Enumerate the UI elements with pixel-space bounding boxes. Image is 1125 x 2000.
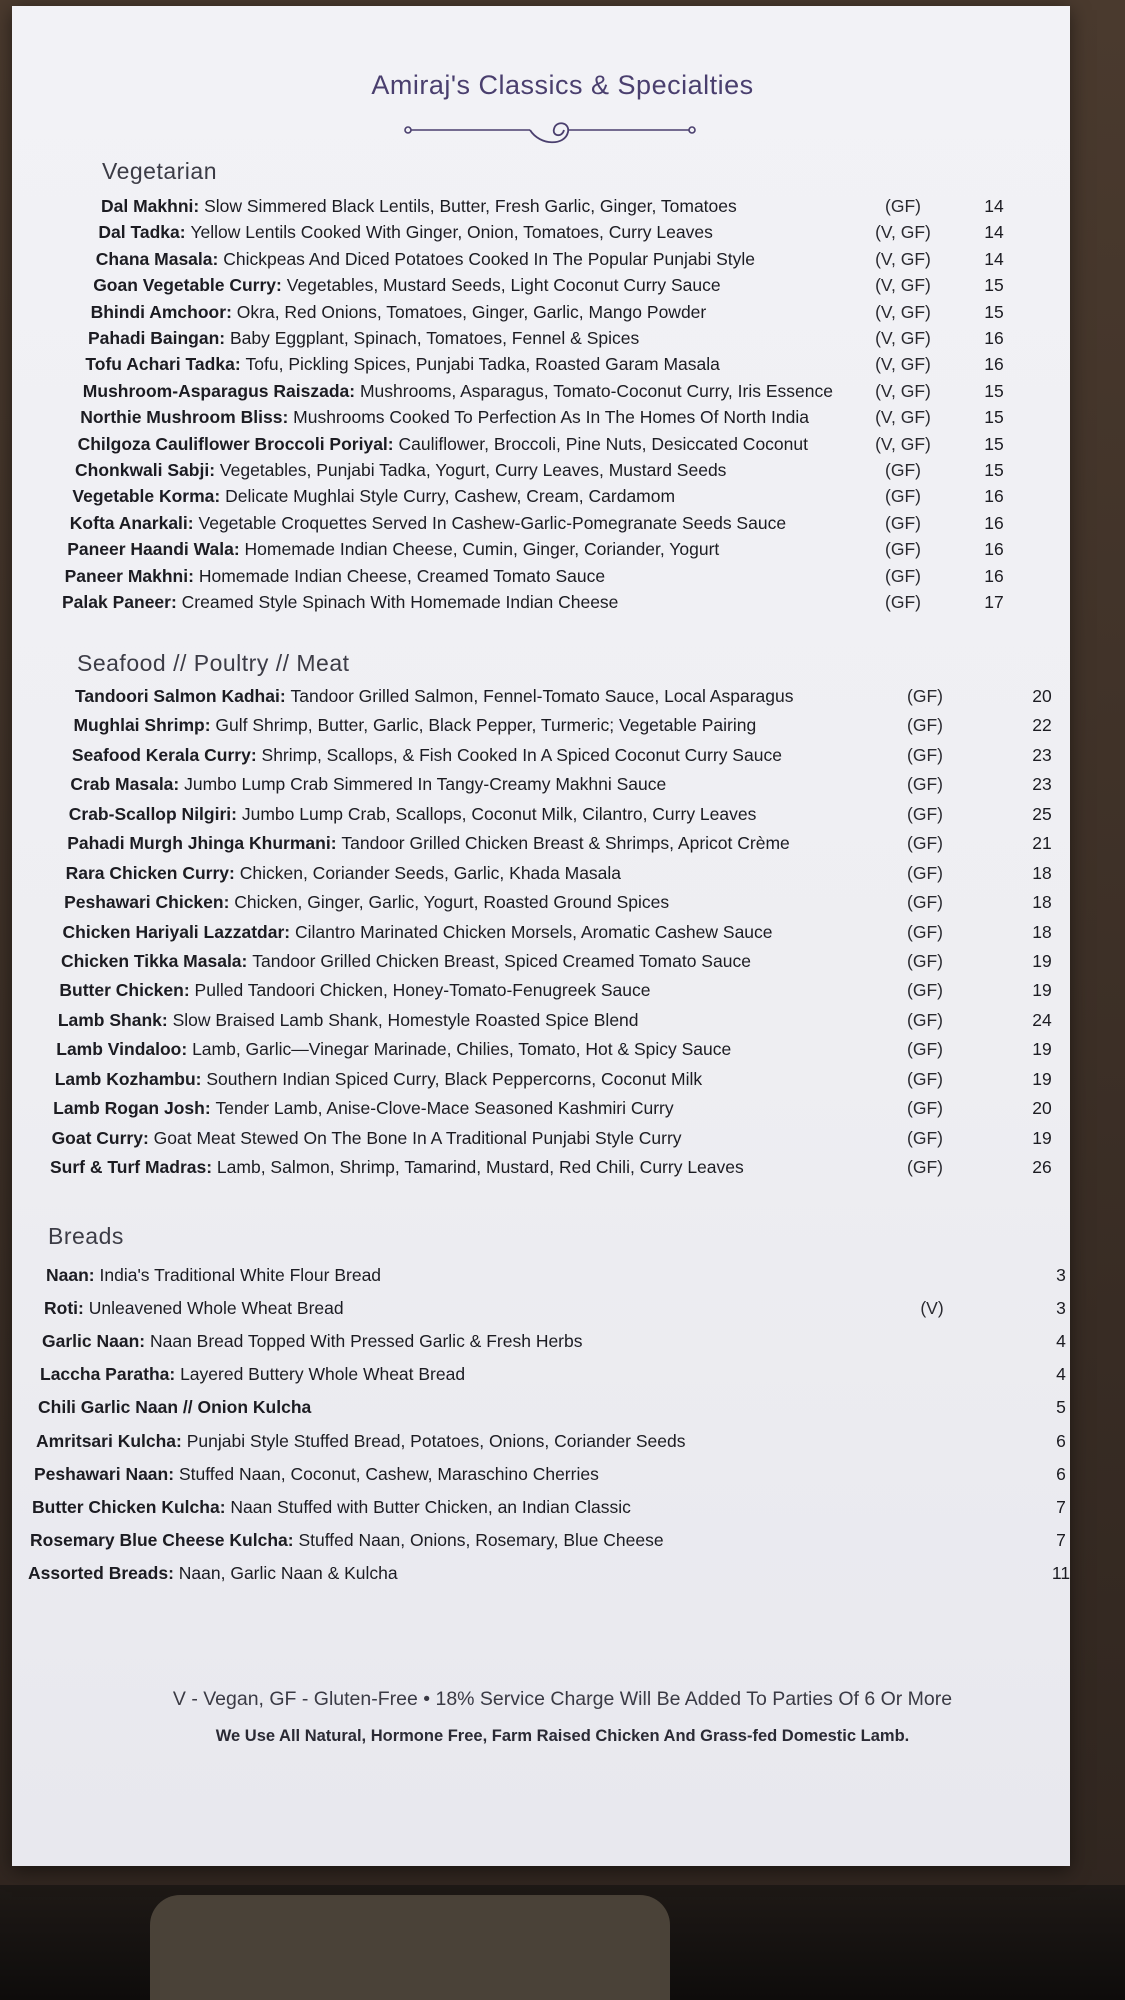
menu-item-row — [80, 407, 1024, 428]
name-separator: : — [206, 1157, 217, 1177]
section-heading-seafood: Seafood // Poultry // Meat — [77, 650, 350, 676]
menu-item-description: Lamb, Salmon, Shrimp, Tamarind, Mustard, Red Chili, Curry Leaves — [216, 1157, 744, 1177]
menu-item-price: 21 — [1032, 833, 1052, 854]
menu-item-description: Tandoor Grilled Salmon, Fennel-Tomato Sauce, Local Asparagus — [290, 686, 794, 706]
menu-item-row — [62, 592, 1024, 613]
menu-item-row — [56, 1039, 1072, 1060]
menu-item-price: 3 — [1056, 1265, 1066, 1285]
menu-item-row — [66, 863, 1072, 884]
menu-item-name: Chilgoza Cauliflower Broccoli Poriyal — [77, 433, 388, 454]
menu-item-price: 15 — [984, 407, 1004, 428]
menu-item-price: 23 — [1032, 774, 1052, 795]
dietary-tag: (GF) — [907, 744, 943, 765]
menu-item-text — [56, 1039, 880, 1060]
menu-item-price: 15 — [984, 433, 1004, 454]
name-separator: : — [214, 486, 226, 507]
bag-background — [150, 1895, 670, 2000]
menu-item-row — [53, 1098, 1072, 1119]
menu-item-row — [40, 1364, 1091, 1385]
menu-item-description: Lamb, Garlic—Vinegar Marinade, Chilies, Tomato, Hot & Spicy Sauce — [192, 1039, 732, 1060]
menu-item-text — [83, 381, 858, 402]
dietary-tag: (V, GF) — [875, 248, 931, 269]
menu-item-description: Mushrooms, Asparagus, Tomato-Coconut Curry, Iris Essence — [359, 380, 833, 401]
menu-item-name: Lamb Shank — [57, 1009, 162, 1030]
menu-item-price: 5 — [1056, 1397, 1066, 1418]
name-separator: : — [170, 592, 182, 612]
menu-item-text — [72, 486, 858, 507]
menu-item-text — [58, 1010, 880, 1031]
menu-item-description: Cilantro Marinated Chicken Morsels, Aromatic Cashew Sauce — [294, 921, 773, 942]
menu-item-name: Lamb Rogan Josh — [53, 1098, 205, 1119]
menu-item-name: Crab-Scallop Nilgiri — [68, 803, 232, 824]
menu-item-description: Punjabi Style Stuffed Bread, Potatoes, Onions, Coriander Seeds — [186, 1430, 686, 1451]
menu-item-row — [70, 774, 1072, 795]
menu-item-name: Crab Masala — [70, 774, 174, 795]
menu-item-text — [67, 539, 858, 560]
menu-item-name: Butter Chicken Kulcha — [32, 1496, 220, 1517]
menu-item-description: Cauliflower, Broccoli, Pine Nuts, Desiccated Coconut — [398, 433, 808, 454]
dietary-tag: (GF) — [907, 1068, 943, 1089]
menu-item-text — [28, 1563, 887, 1584]
menu-item-text — [65, 566, 858, 587]
menu-item-text — [53, 1098, 880, 1119]
name-separator: : — [139, 1331, 150, 1352]
dietary-tag: (GF) — [907, 950, 943, 971]
menu-item-text — [70, 513, 858, 534]
menu-item-name: Surf & Turf Madras — [50, 1157, 207, 1177]
name-separator: : — [282, 407, 294, 428]
menu-item-name: Palak Paneer — [62, 592, 171, 612]
menu-item-description: Stuffed Naan, Onions, Rosemary, Blue Cheese — [298, 1529, 664, 1550]
menu-item-price: 7 — [1056, 1529, 1066, 1550]
menu-item-name: Seafood Kerala Curry — [71, 744, 251, 765]
menu-item-row — [36, 1431, 1091, 1452]
name-separator: : — [219, 328, 230, 348]
menu-item-row — [69, 804, 1072, 825]
menu-item-name: Rara Chicken Curry — [65, 862, 230, 883]
menu-item-row — [72, 745, 1072, 766]
menu-item-description: Stuffed Naan, Coconut, Cashew, Maraschino Cherries — [178, 1463, 599, 1484]
menu-item-description: Unleavened Whole Wheat Bread — [88, 1298, 344, 1319]
menu-item-text — [93, 275, 858, 296]
menu-item-price: 17 — [984, 592, 1004, 612]
dietary-tag: (GF) — [885, 486, 921, 507]
dietary-tag: (GF) — [885, 539, 921, 560]
name-separator: : — [169, 1364, 181, 1385]
name-separator: : — [219, 1496, 231, 1517]
menu-item-price: 22 — [1032, 715, 1052, 736]
menu-item-description: Creamed Style Spinach With Homemade Indian Cheese — [181, 592, 619, 612]
menu-item-row — [96, 249, 1024, 270]
menu-item-row — [70, 513, 1024, 534]
menu-item-description: Vegetable Croquettes Served In Cashew-Garlic-Pomegranate Seeds Sauce — [198, 512, 787, 533]
menu-item-price: 18 — [1032, 892, 1052, 913]
dietary-tag: (GF) — [907, 921, 943, 942]
menu-item-description: Vegetables, Punjabi Tadka, Yogurt, Curry Leaves, Mustard Seeds — [219, 460, 727, 480]
dietary-tag: (V, GF) — [875, 222, 931, 243]
menu-item-text — [66, 863, 880, 884]
menu-item-row — [98, 222, 1024, 243]
menu-item-text — [80, 407, 858, 428]
menu-item-text — [85, 354, 858, 375]
menu-item-description: Tender Lamb, Anise-Clove-Mace Seasoned Kashmiri Curry — [215, 1098, 674, 1119]
menu-item-name: Dal Tadka — [98, 222, 180, 243]
name-separator: : — [241, 950, 253, 971]
menu-item-price: 19 — [1032, 1068, 1052, 1089]
menu-item-price: 7 — [1056, 1496, 1066, 1517]
name-separator: : — [173, 774, 185, 795]
menu-item-price: 4 — [1056, 1331, 1066, 1352]
menu-item-price: 4 — [1056, 1364, 1066, 1385]
menu-item-price: 16 — [984, 328, 1004, 348]
menu-item-description: Shrimp, Scallops, & Fish Cooked In A Spiced Coconut Curry Sauce — [261, 744, 782, 765]
dietary-tag: (V, GF) — [875, 433, 931, 454]
menu-item-name: Chicken Hariyali Lazzatdar — [62, 921, 285, 942]
menu-item-name: Chana Masala — [95, 248, 213, 269]
menu-item-row — [85, 354, 1024, 375]
name-separator: : — [179, 222, 191, 243]
menu-item-description: Tandoor Grilled Chicken Breast & Shrimps, Apricot Crème — [341, 833, 790, 854]
menu-item-text — [64, 892, 880, 913]
menu-item-name: Garlic Naan — [42, 1331, 140, 1352]
menu-item-row — [88, 328, 1024, 349]
name-separator: : — [168, 1563, 179, 1583]
name-separator: : — [209, 460, 220, 480]
dietary-tag: (GF) — [907, 892, 943, 913]
menu-item-description: Vegetables, Mustard Seeds, Light Coconut Curry Sauce — [286, 275, 721, 296]
menu-item-name: Paneer Makhni — [64, 565, 189, 586]
menu-item-row — [44, 1298, 1091, 1319]
menu-item-text — [62, 592, 858, 613]
menu-item-name: Northie Mushroom Bliss — [80, 407, 283, 428]
menu-item-row — [67, 833, 1072, 854]
menu-item-text — [30, 1530, 887, 1551]
name-separator: : — [193, 196, 205, 216]
menu-item-name: Assorted Breads — [28, 1563, 169, 1583]
menu-item-price: 16 — [984, 565, 1004, 586]
menu-item-row — [101, 196, 1024, 217]
menu-item-price: 19 — [1032, 1039, 1052, 1060]
name-separator: : — [234, 354, 246, 375]
menu-item-name: Vegetable Korma — [72, 486, 215, 507]
sourcing-note: We Use All Natural, Hormone Free, Farm Raised Chicken And Grass-fed Domestic Lamb. — [215, 1727, 910, 1745]
menu-item-description: Jumbo Lump Crab Simmered In Tangy-Creamy Makhni Sauce — [184, 774, 667, 795]
title-ornament-divider — [400, 116, 700, 152]
menu-item-description: Naan Stuffed with Butter Chicken, an Indian Classic — [230, 1496, 631, 1517]
menu-item-row — [59, 980, 1072, 1001]
menu-item-text — [55, 1069, 880, 1090]
menu-title: Amiraj's Classics & Specialties — [371, 70, 754, 100]
dietary-tag: (GF) — [907, 803, 943, 824]
menu-item-name: Rosemary Blue Cheese Kulcha — [30, 1529, 288, 1550]
name-separator: : — [168, 1463, 179, 1484]
menu-item-row — [58, 1010, 1072, 1031]
menu-item-description: India's Traditional White Flour Bread — [99, 1265, 382, 1285]
menu-item-row — [38, 1397, 1091, 1418]
menu-item-description: Okra, Red Onions, Tomatoes, Ginger, Garlic, Mango Powder — [236, 301, 707, 322]
menu-item-name: Pahadi Baingan — [88, 328, 220, 348]
name-separator: : — [78, 1298, 89, 1319]
dietary-tag: (GF) — [885, 460, 921, 480]
menu-item-description: Goat Meat Stewed On The Bone In A Traditional Punjabi Style Curry — [153, 1127, 682, 1148]
menu-item-description: Pulled Tandoori Chicken, Honey-Tomato-Fenugreek Sauce — [194, 980, 651, 1001]
menu-item-price: 26 — [1032, 1157, 1052, 1177]
menu-item-description: Chicken, Ginger, Garlic, Yogurt, Roasted Ground Spices — [234, 892, 670, 913]
menu-item-text — [61, 951, 880, 972]
menu-item-row — [30, 1530, 1091, 1551]
dietary-tag: (GF) — [907, 715, 943, 736]
menu-item-price: 14 — [984, 248, 1004, 269]
dietary-tag: (GF) — [907, 862, 943, 883]
menu-item-price: 23 — [1032, 744, 1052, 765]
dietary-tag: (V, GF) — [875, 328, 931, 348]
menu-item-text — [36, 1431, 887, 1452]
menu-item-text — [73, 715, 880, 736]
menu-item-row — [55, 1069, 1072, 1090]
name-separator: : — [276, 275, 287, 296]
menu-item-name: Kofta Anarkali — [69, 512, 188, 533]
dietary-tag: (GF) — [885, 565, 921, 586]
dietary-tag: (V, GF) — [875, 380, 931, 401]
name-separator: : — [231, 803, 242, 824]
menu-item-text — [69, 804, 880, 825]
menu-item-price: 25 — [1032, 803, 1052, 824]
menu-item-row — [73, 715, 1072, 736]
name-separator: : — [204, 715, 216, 736]
name-separator: : — [204, 1098, 216, 1119]
menu-item-price: 15 — [984, 460, 1004, 480]
dietary-tag: (GF) — [907, 1009, 943, 1030]
dietary-tag: (GF) — [885, 196, 921, 216]
menu-item-row — [91, 302, 1024, 323]
menu-item-name: Lamb Vindaloo — [56, 1039, 182, 1060]
section-heading-vegetarian: Vegetarian — [102, 158, 217, 184]
menu-item-name: Goat Curry — [51, 1127, 143, 1148]
name-separator: : — [284, 921, 295, 942]
name-separator: : — [161, 1009, 173, 1030]
menu-item-name: Mushroom-Asparagus Raiszada — [82, 380, 350, 401]
menu-item-row — [93, 275, 1024, 296]
menu-item-row — [28, 1563, 1091, 1584]
menu-item-description: Jumbo Lump Crab, Scallops, Coconut Milk, Cilantro, Curry Leaves — [241, 803, 757, 824]
menu-item-description: Tofu, Pickling Spices, Punjabi Tadka, Roasted Garam Masala — [245, 354, 720, 375]
menu-item-row — [65, 566, 1024, 587]
menu-item-text — [101, 196, 858, 217]
menu-item-row — [42, 1331, 1091, 1352]
menu-item-price: 19 — [1032, 980, 1052, 1001]
menu-item-name: Tofu Achari Tadka — [85, 354, 235, 375]
menu-item-description: Naan, Garlic Naan & Kulcha — [178, 1563, 398, 1583]
menu-item-name: Roti — [44, 1298, 79, 1319]
dietary-tag: (GF) — [907, 1098, 943, 1119]
menu-item-text — [40, 1364, 887, 1385]
menu-item-text — [67, 833, 880, 854]
menu-item-price: 20 — [1032, 1098, 1052, 1119]
menu-item-price: 19 — [1032, 950, 1052, 971]
menu-item-price: 18 — [1032, 921, 1052, 942]
menu-item-price: 15 — [984, 301, 1004, 322]
dietary-tag: (V, GF) — [875, 301, 931, 322]
menu-item-text — [50, 1157, 880, 1178]
menu-item-description: Homemade Indian Cheese, Creamed Tomato Sauce — [198, 565, 606, 586]
menu-item-name: Laccha Paratha — [40, 1364, 170, 1385]
menu-item-description: Chicken, Coriander Seeds, Garlic, Khada Masala — [239, 862, 622, 883]
menu-item-name: Butter Chicken — [59, 980, 184, 1001]
menu-item-row — [72, 486, 1024, 507]
menu-item-price: 14 — [984, 222, 1004, 243]
menu-item-description: Slow Braised Lamb Shank, Homestyle Roasted Spice Blend — [172, 1009, 639, 1030]
menu-item-description: Naan Bread Topped With Pressed Garlic & Fresh Herbs — [149, 1331, 583, 1352]
menu-item-name: Paneer Haandi Wala — [67, 539, 234, 560]
menu-item-text — [63, 922, 881, 943]
name-separator: : — [88, 1265, 100, 1285]
menu-item-row — [61, 951, 1072, 972]
menu-item-description: Layered Buttery Whole Wheat Bread — [180, 1364, 466, 1385]
menu-item-text — [75, 686, 880, 707]
name-separator: : — [330, 833, 342, 854]
menu-item-price: 16 — [984, 512, 1004, 533]
section-heading-breads: Breads — [48, 1223, 124, 1249]
name-separator: : — [387, 433, 399, 454]
menu-item-price: 6 — [1056, 1463, 1066, 1484]
menu-item-description: Homemade Indian Cheese, Cumin, Ginger, Coriander, Yogurt — [244, 539, 720, 560]
menu-item-row — [52, 1128, 1072, 1149]
menu-item-name: Peshawari Chicken — [64, 892, 224, 913]
menu-item-name: Bhindi Amchoor — [90, 301, 227, 322]
menu-item-row — [34, 1464, 1091, 1485]
menu-item-description: Baby Eggplant, Spinach, Tomatoes, Fennel & Spices — [229, 328, 640, 348]
menu-item-text — [70, 774, 880, 795]
menu-item-name: Dal Makhni — [101, 196, 194, 216]
dietary-tag: (V) — [920, 1298, 944, 1319]
menu-item-description: Mushrooms Cooked To Perfection As In The Homes Of North India — [293, 407, 809, 428]
menu-item-name: Chicken Tikka Masala — [60, 950, 242, 971]
name-separator: : — [279, 686, 291, 706]
menu-item-price: 20 — [1032, 686, 1052, 706]
menu-item-price: 11 — [1051, 1563, 1071, 1583]
menu-item-row — [64, 892, 1072, 913]
name-separator: : — [183, 980, 195, 1001]
dietary-tag: (GF) — [885, 512, 921, 533]
menu-item-row — [83, 381, 1024, 402]
dietary-tag: (GF) — [907, 686, 943, 706]
menu-item-name: Amritsari Kulcha — [36, 1430, 177, 1451]
name-separator: : — [142, 1127, 154, 1148]
menu-item-description: Gulf Shrimp, Butter, Garlic, Black Pepper, Turmeric; Vegetable Pairing — [215, 715, 757, 736]
name-separator: : — [212, 248, 224, 269]
menu-item-name: Tandoori Salmon Kadhai — [75, 686, 280, 706]
menu-item-row — [75, 460, 1024, 481]
menu-item-name: Mughlai Shrimp — [73, 715, 205, 736]
menu-item-description: Chickpeas And Diced Potatoes Cooked In The Popular Punjabi Style — [223, 248, 756, 269]
name-separator: : — [233, 539, 245, 560]
name-separator: : — [229, 862, 240, 883]
menu-item-row — [46, 1265, 1091, 1286]
menu-item-row — [75, 686, 1072, 707]
name-separator: : — [250, 744, 262, 765]
menu-item-price: 15 — [984, 275, 1004, 296]
dietary-tag: (GF) — [907, 1127, 943, 1148]
menu-item-name: Lamb Kozhambu — [54, 1068, 196, 1089]
dietary-tag: (GF) — [885, 592, 921, 612]
menu-item-description: Slow Simmered Black Lentils, Butter, Fresh Garlic, Ginger, Tomatoes — [204, 196, 737, 216]
menu-item-text — [42, 1331, 887, 1352]
name-separator: : — [195, 1068, 207, 1089]
menu-item-description: Tandoor Grilled Chicken Breast, Spiced Creamed Tomato Sauce — [252, 950, 751, 971]
name-separator: : — [349, 380, 360, 401]
menu-item-text — [44, 1298, 887, 1319]
dietary-tag: (GF) — [907, 1039, 943, 1060]
dietary-tag: (GF) — [907, 980, 943, 1001]
menu-item-row — [67, 539, 1024, 560]
name-separator: : — [188, 565, 199, 586]
menu-item-price: 15 — [984, 380, 1004, 401]
menu-item-text — [38, 1397, 887, 1418]
menu-item-text — [52, 1128, 880, 1149]
menu-item-price: 16 — [984, 539, 1004, 560]
menu-item-price: 6 — [1056, 1430, 1066, 1451]
name-separator: : — [181, 1039, 193, 1060]
menu-item-name: Pahadi Murgh Jhinga Khurmani — [67, 833, 331, 854]
menu-item-description: Yellow Lentils Cooked With Ginger, Onion, Tomatoes, Curry Leaves — [190, 222, 713, 243]
menu-item-text — [78, 434, 858, 455]
menu-item-text — [91, 302, 858, 323]
menu-item-row — [32, 1497, 1091, 1518]
menu-item-price: 16 — [984, 354, 1004, 375]
menu-item-row — [78, 434, 1024, 455]
menu-item-name: Goan Vegetable Curry — [93, 275, 277, 296]
dietary-tag: (V, GF) — [875, 354, 931, 375]
menu-item-name: Naan — [46, 1265, 89, 1285]
name-separator: : — [287, 1529, 299, 1550]
dietary-tag: (GF) — [907, 774, 943, 795]
dietary-tag: (V, GF) — [875, 275, 931, 296]
menu-item-description: Delicate Mughlai Style Curry, Cashew, Cream, Cardamom — [225, 486, 676, 507]
menu-item-text — [34, 1464, 887, 1485]
menu-item-description: Southern Indian Spiced Curry, Black Peppercorns, Coconut Milk — [206, 1068, 703, 1089]
dietary-legend: V - Vegan, GF - Gluten-Free • 18% Service Charge Will Be Added To Parties Of 6 Or More — [172, 1688, 953, 1710]
dietary-tag: (GF) — [907, 1157, 943, 1177]
menu-item-text — [96, 249, 858, 270]
menu-item-price: 16 — [984, 486, 1004, 507]
name-separator: : — [187, 512, 199, 533]
menu-item-text — [59, 980, 880, 1001]
name-separator: : — [226, 301, 237, 322]
menu-item-row — [63, 922, 1073, 943]
dietary-tag: (V, GF) — [875, 407, 931, 428]
menu-item-text — [32, 1497, 887, 1518]
menu-item-price: 14 — [984, 196, 1004, 216]
menu-item-text — [72, 745, 880, 766]
menu-item-name: Chonkwali Sabji — [75, 460, 210, 480]
menu-item-text — [46, 1265, 887, 1286]
menu-item-name: Chili Garlic Naan // Onion Kulcha — [38, 1397, 312, 1418]
dietary-tag: (GF) — [907, 833, 943, 854]
menu-item-text — [98, 222, 858, 243]
menu-item-price: 3 — [1056, 1298, 1066, 1319]
name-separator: : — [223, 892, 235, 913]
menu-item-text — [75, 460, 858, 481]
name-separator: : — [176, 1430, 187, 1451]
menu-item-price: 19 — [1032, 1127, 1052, 1148]
menu-item-price: 18 — [1032, 862, 1052, 883]
menu-item-row — [50, 1157, 1072, 1178]
menu-item-name: Peshawari Naan — [34, 1463, 169, 1484]
menu-item-text — [88, 328, 858, 349]
menu-item-price: 24 — [1032, 1009, 1052, 1030]
